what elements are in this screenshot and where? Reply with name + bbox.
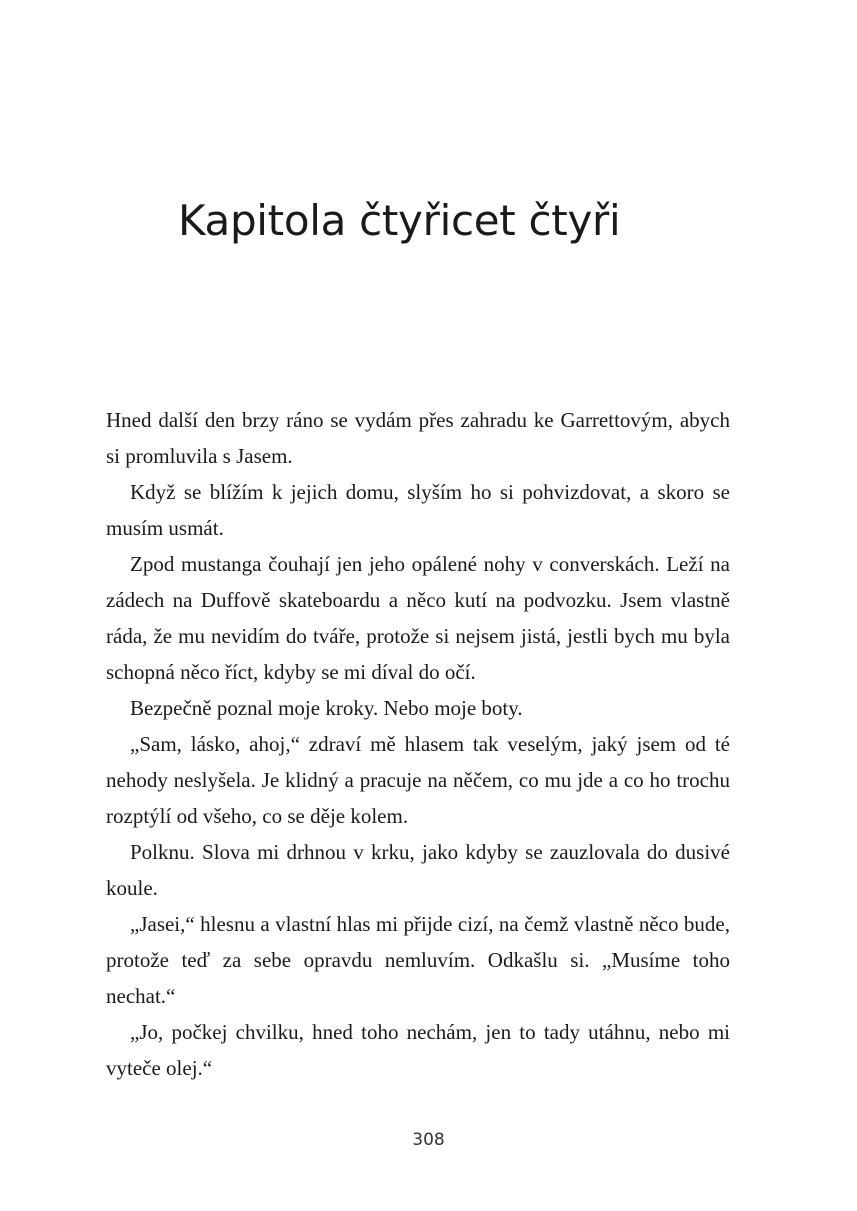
chapter-title: Kapitola čtyřicet čtyři — [178, 196, 621, 245]
chapter-body — [106, 402, 730, 1086]
paragraph: „Jo, počkej chvilku, hned toho nechám, jen to tady utáhnu, nebo mi vyteče olej.“ — [106, 1020, 730, 1080]
page-number: 308 — [412, 1130, 445, 1150]
paragraph: Polknu. Slova mi drhnou v krku, jako kdyby se zauzlovala do dusivé koule. — [106, 840, 730, 900]
paragraph: Hned další den brzy ráno se vydám přes zahradu ke Garrettovým, abych si promluvila s Jasem. — [106, 408, 730, 468]
paragraph: „Jasei,“ hlesnu a vlastní hlas mi přijde cizí, na čemž vlastně něco bude, protože teď za sebe opravdu nemluvím. Odkašlu si. „Musíme toho nechat.“ — [106, 912, 730, 1008]
paragraph: Zpod mustanga čouhají jen jeho opálené nohy v converskách. Leží na zádech na Duffově skateboardu a něco kutí na podvozku. Jsem vlastně ráda, že mu nevidím do tváře, protože si nejsem jistá, jestli bych mu byla schopná něco říct, kdyby se mi díval do očí. — [106, 552, 730, 684]
paragraph: Bezpečně poznal moje kroky. Nebo moje boty. — [130, 696, 523, 720]
paragraph: Když se blížím k jejich domu, slyším ho si pohvizdovat, a skoro se musím usmát. — [106, 480, 730, 540]
paragraph: „Sam, lásko, ahoj,“ zdraví mě hlasem tak veselým, jaký jsem od té nehody neslyšela. Je klidný a pracuje na něčem, co mu jde a co ho trochu rozptýlí od všeho, co se děje kolem. — [106, 732, 730, 828]
